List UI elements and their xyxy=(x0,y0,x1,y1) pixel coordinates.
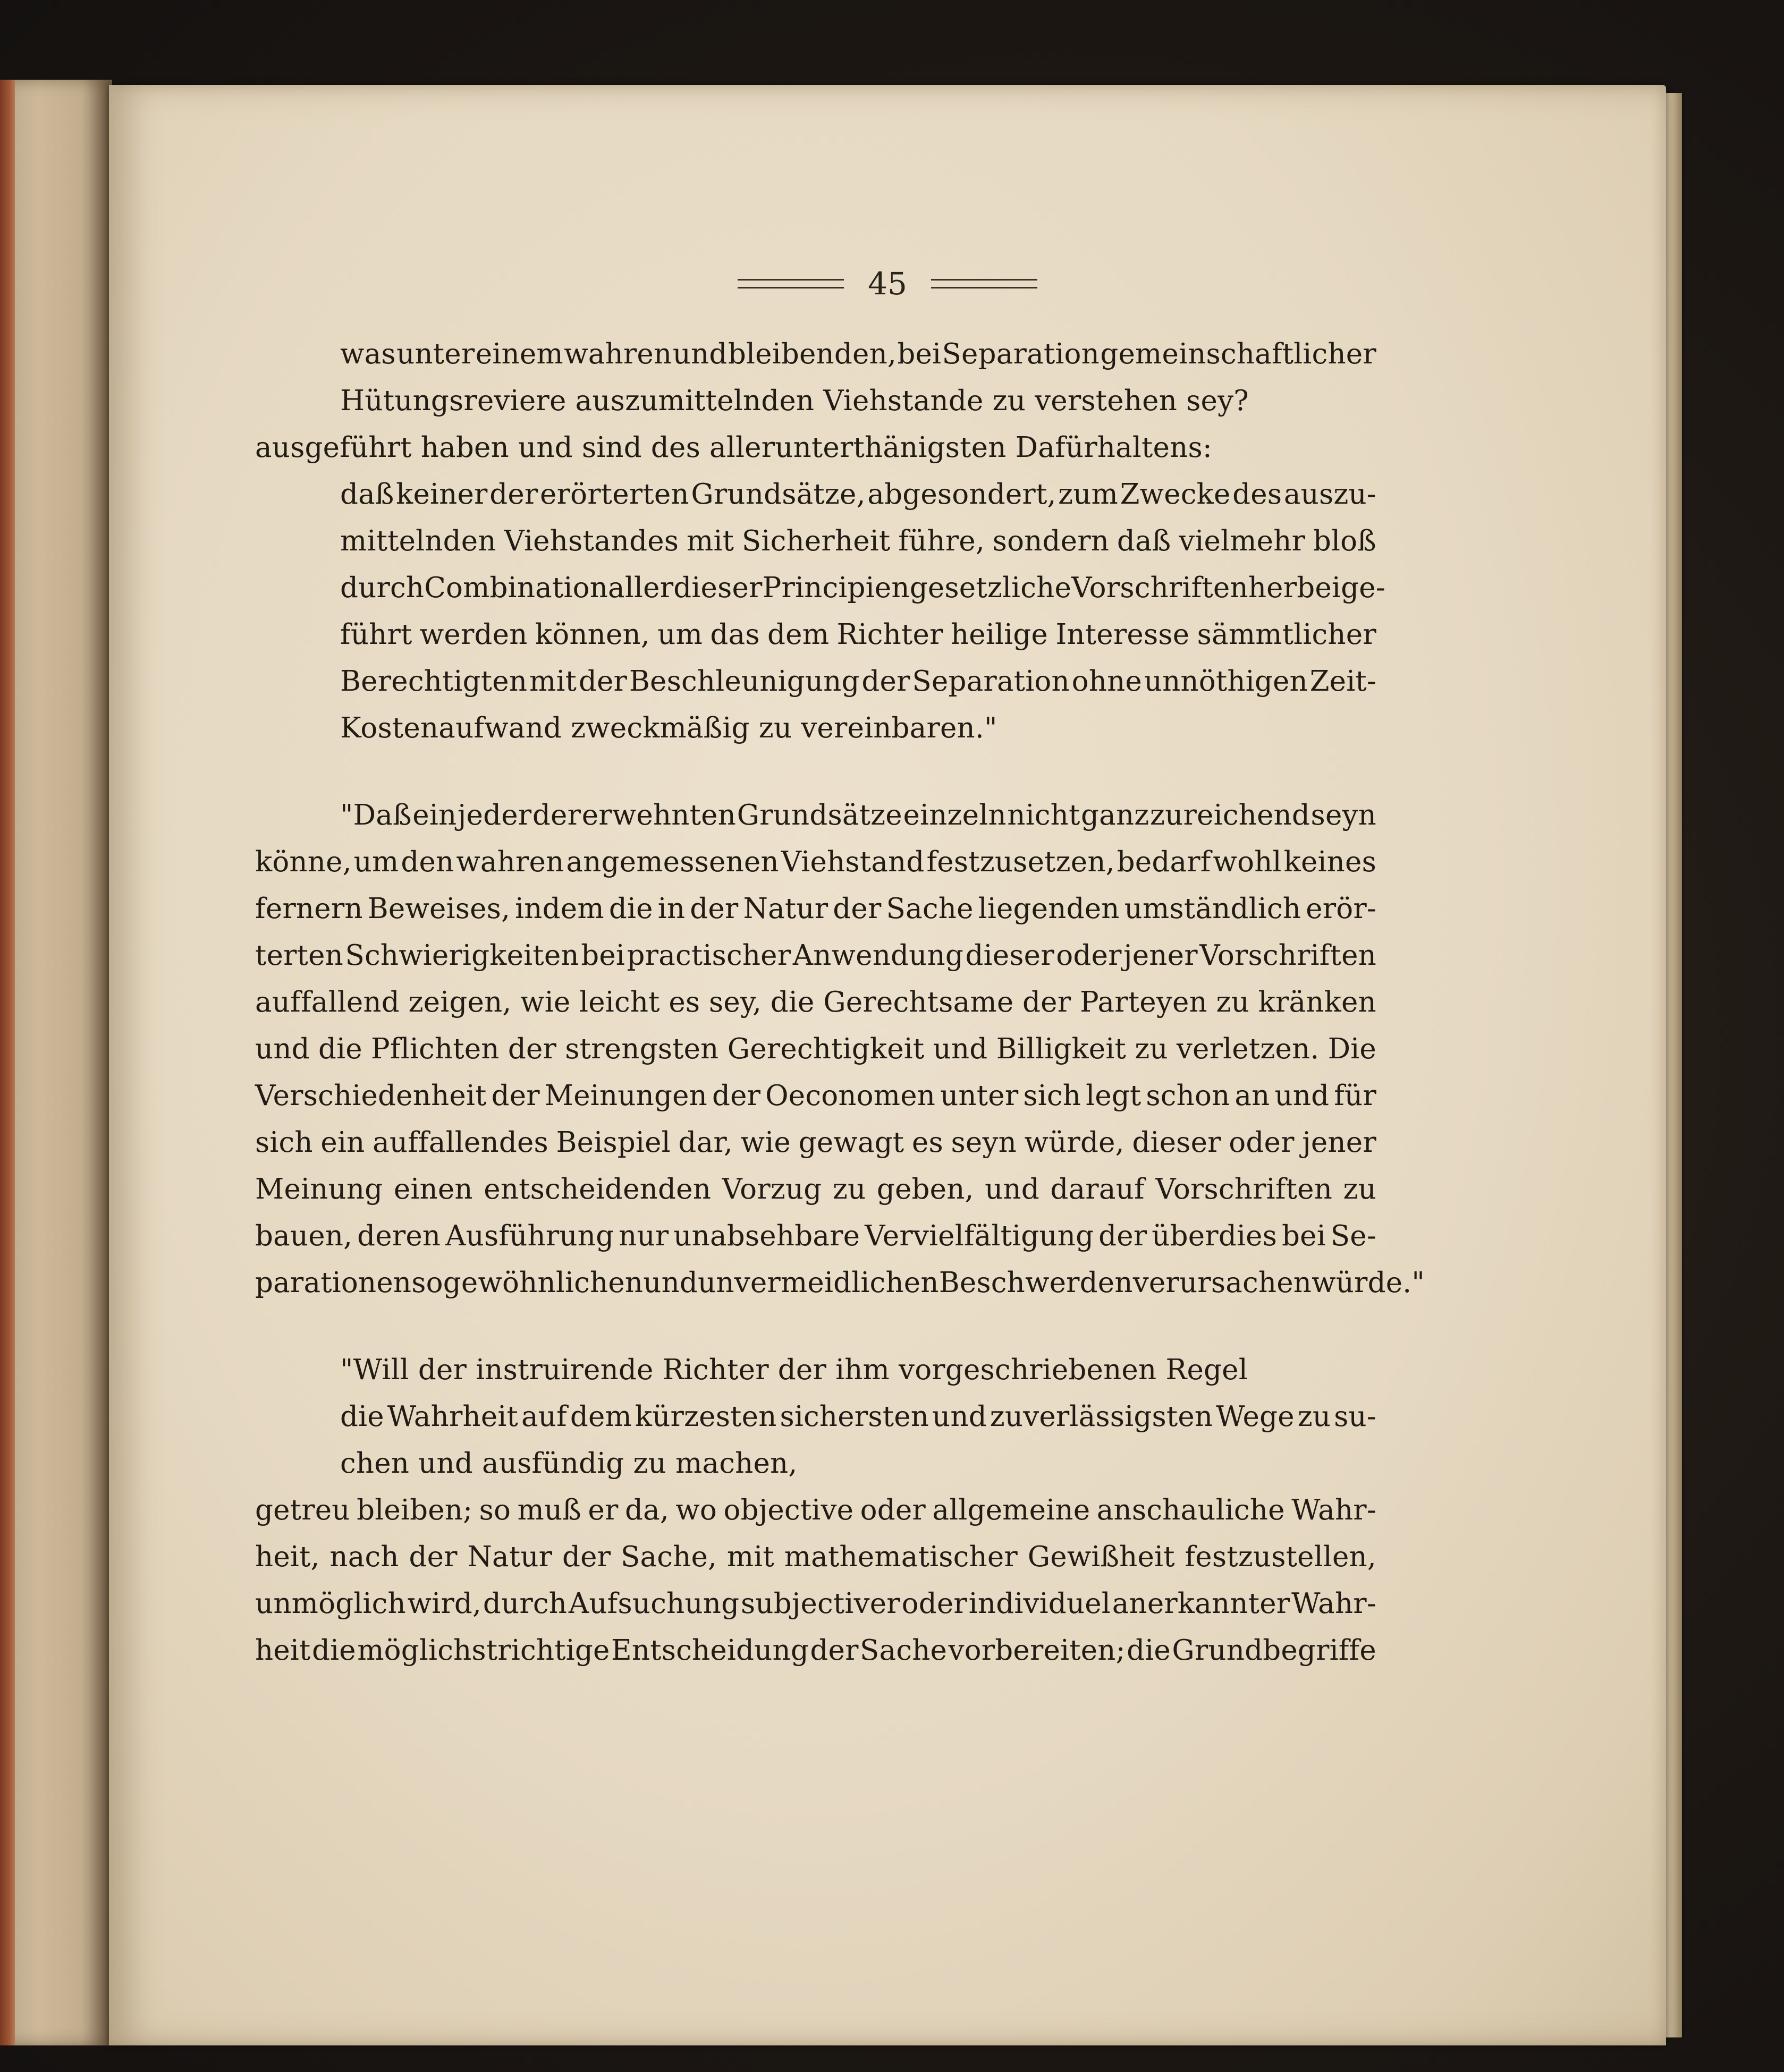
word: einzeln xyxy=(903,799,1007,831)
word: sey, xyxy=(708,986,762,1018)
word: indem xyxy=(515,893,604,925)
word: es xyxy=(911,1126,943,1159)
word: seyn xyxy=(1310,799,1376,831)
word: dieser xyxy=(1132,1126,1221,1159)
word: führe, xyxy=(898,525,985,557)
word: und xyxy=(985,1173,1039,1205)
word: überdies xyxy=(1152,1220,1278,1252)
word: bauen, xyxy=(255,1220,353,1252)
word: würde, xyxy=(1024,1126,1124,1159)
word: der xyxy=(833,893,882,925)
word: unabsehbare xyxy=(673,1220,860,1252)
word: Gewißheit xyxy=(1027,1541,1175,1573)
word: kürzesten xyxy=(635,1400,777,1433)
word: unter xyxy=(940,1080,1019,1112)
word: su- xyxy=(1334,1400,1376,1433)
header-rule-right xyxy=(931,279,1037,288)
word: Meinung xyxy=(255,1173,383,1205)
word: Grundsätze xyxy=(737,799,902,831)
word: Berechtigten xyxy=(340,665,528,698)
word: keines xyxy=(1283,846,1376,878)
word: jener xyxy=(1123,939,1198,972)
word: mit xyxy=(726,1541,774,1573)
word: es xyxy=(669,986,700,1018)
text-line xyxy=(255,1587,1376,1620)
word: der xyxy=(508,1033,557,1065)
word: bei xyxy=(581,939,625,972)
text-line xyxy=(255,1222,1376,1250)
word: sichersten xyxy=(780,1400,929,1433)
word: Wahrheit xyxy=(387,1400,519,1433)
facing-page xyxy=(0,80,112,2045)
text-line: chen und ausfündig zu machen, xyxy=(340,1447,798,1480)
word: keiner xyxy=(396,478,488,511)
word: Grundbegriffe xyxy=(1172,1634,1376,1667)
word: werden xyxy=(419,618,528,651)
word: Wege xyxy=(1216,1400,1295,1433)
word: Viehstand xyxy=(781,846,925,878)
word: wird, xyxy=(407,1587,482,1620)
word: heit, xyxy=(255,1541,320,1573)
word: der xyxy=(1098,1220,1147,1252)
word: durch xyxy=(340,572,425,604)
word: erör- xyxy=(1306,893,1376,925)
word: sich xyxy=(1023,1080,1081,1112)
word: ohne xyxy=(1071,665,1142,698)
word: nicht xyxy=(1007,799,1080,831)
word: daß xyxy=(1117,525,1171,557)
word: abgesondert, xyxy=(867,478,1056,511)
word: parationen xyxy=(255,1267,412,1299)
word: gemeinschaftlicher xyxy=(1100,338,1376,370)
word: oder xyxy=(860,1494,926,1526)
word: strengsten xyxy=(565,1033,719,1065)
word: practischer xyxy=(627,939,791,972)
word: Oeconomen xyxy=(765,1080,936,1112)
text-line xyxy=(340,572,1385,604)
word: Parteyen xyxy=(1079,986,1207,1018)
word: erörterten xyxy=(540,478,689,511)
word: und xyxy=(1274,1080,1330,1112)
word: Grundsätze, xyxy=(691,478,866,511)
word: Vorschriften xyxy=(1155,1173,1333,1205)
word: des xyxy=(1232,478,1282,511)
word: Beschwerden xyxy=(938,1267,1133,1299)
word: und xyxy=(933,1033,988,1065)
word: bei xyxy=(1282,1220,1326,1252)
text-line xyxy=(255,1175,1376,1203)
word: umständlich xyxy=(1124,893,1301,925)
word: Vervielfältigung xyxy=(865,1220,1094,1252)
word: dem xyxy=(767,618,830,651)
text-line xyxy=(255,895,1376,923)
word: Separation xyxy=(912,665,1070,698)
word: um xyxy=(657,618,703,651)
word: Sicherheit xyxy=(741,525,891,557)
word: verletzen. xyxy=(1176,1033,1320,1065)
word: erwehnten xyxy=(581,799,737,831)
word: so xyxy=(479,1494,511,1526)
word: der xyxy=(1022,986,1071,1018)
word: dar, xyxy=(678,1126,733,1159)
word: bloß xyxy=(1313,525,1376,557)
word: anerkannter xyxy=(1112,1587,1290,1620)
word: Vorzug xyxy=(722,1173,822,1205)
word: der xyxy=(712,1080,761,1112)
word: Natur xyxy=(743,893,828,925)
word: "Daß xyxy=(340,799,412,831)
word: herbeige- xyxy=(1248,572,1385,604)
word: wie xyxy=(740,1126,791,1159)
word: Richter xyxy=(836,618,943,651)
word: in xyxy=(657,893,686,925)
word: dem xyxy=(570,1400,632,1433)
word: bleibenden, xyxy=(728,338,897,370)
word: seyn xyxy=(951,1126,1017,1159)
word: dieser xyxy=(673,572,763,604)
word: jeder xyxy=(457,799,532,831)
word: nur xyxy=(619,1220,669,1252)
text-line: Kostenaufwand zweckmäßig zu vereinbaren." xyxy=(340,712,997,744)
word: jener xyxy=(1302,1126,1376,1159)
word: auf xyxy=(521,1400,567,1433)
word: und xyxy=(672,338,728,370)
word: geben, xyxy=(876,1173,974,1205)
word: mit xyxy=(687,525,734,557)
word: auffallend xyxy=(255,986,400,1018)
word: was xyxy=(340,338,396,370)
word: Billigkeit xyxy=(996,1033,1127,1065)
word: auffallendes xyxy=(373,1126,548,1159)
word: Se- xyxy=(1330,1220,1376,1252)
word: vorbereiten; xyxy=(948,1634,1126,1667)
word: Principien xyxy=(762,572,910,604)
word: verursachen xyxy=(1132,1267,1312,1299)
word: liegenden xyxy=(978,893,1120,925)
word: Wahr- xyxy=(1291,1494,1376,1526)
word: durch xyxy=(483,1587,568,1620)
word: aller xyxy=(608,572,674,604)
word: entscheidenden xyxy=(484,1173,712,1205)
word: nach xyxy=(329,1541,399,1573)
text-line xyxy=(340,801,1376,829)
word: Gerechtigkeit xyxy=(727,1033,925,1065)
text-line xyxy=(255,941,1376,970)
text-line xyxy=(340,665,1376,698)
word: zu xyxy=(1135,1033,1168,1065)
word: der xyxy=(409,1541,458,1573)
word: wohl xyxy=(1213,846,1282,878)
word: unnöthigen xyxy=(1144,665,1308,698)
word: heit xyxy=(255,1634,311,1667)
word: würde." xyxy=(1312,1267,1425,1299)
text-line: "Will der instruirende Richter der ihm vorgeschriebenen Regel xyxy=(340,1354,1248,1386)
word: bei xyxy=(897,338,942,370)
word: ein xyxy=(320,1126,365,1159)
word: Beweises, xyxy=(367,893,511,925)
word: und xyxy=(643,1267,698,1299)
word: er xyxy=(588,1494,619,1526)
word: schon xyxy=(1146,1080,1230,1112)
word: Entscheidung xyxy=(611,1634,809,1667)
word: führt xyxy=(340,618,412,651)
word: legt xyxy=(1086,1080,1142,1112)
word: die xyxy=(311,1634,356,1667)
word: der xyxy=(491,1080,540,1112)
word: Interesse xyxy=(1055,618,1190,651)
word: zu xyxy=(832,1173,866,1205)
word: Sache xyxy=(860,1634,948,1667)
word: der xyxy=(489,478,538,511)
word: oder xyxy=(1229,1126,1295,1159)
text-line xyxy=(340,527,1376,555)
word: Gerechtsame xyxy=(823,986,1014,1018)
book-spine xyxy=(0,80,15,2045)
text-line xyxy=(340,1400,1376,1433)
word: die xyxy=(770,986,815,1018)
word: der xyxy=(690,893,739,925)
text-line xyxy=(255,1496,1376,1524)
word: Separation xyxy=(942,338,1100,370)
word: Aufsuchung xyxy=(568,1587,740,1620)
word: Schwierigkeiten xyxy=(345,939,579,972)
text-line xyxy=(255,1082,1376,1110)
page-stack-edge xyxy=(1666,93,1682,2037)
word: Beschleunigung xyxy=(629,665,860,698)
word: können, xyxy=(535,618,650,651)
word: daß xyxy=(340,478,394,511)
word: der xyxy=(861,665,910,698)
word: angemessenen xyxy=(566,846,779,878)
text-line xyxy=(255,1128,1376,1157)
word: ganz xyxy=(1081,799,1149,831)
word: Wahr- xyxy=(1291,1587,1376,1620)
word: da, xyxy=(624,1494,669,1526)
word: Pflichten xyxy=(371,1033,500,1065)
word: mit xyxy=(529,665,577,698)
word: anschauliche xyxy=(1096,1494,1285,1526)
word: Zeit- xyxy=(1309,665,1376,698)
word: allgemeine xyxy=(932,1494,1090,1526)
word: zu xyxy=(1297,1400,1331,1433)
text-line xyxy=(255,1636,1376,1665)
word: mathematischer xyxy=(784,1541,1018,1573)
word: wo xyxy=(675,1494,717,1526)
page-header xyxy=(109,266,1666,319)
text-line: Hütungsreviere auszumittelnden Viehstande zu verstehen sey? xyxy=(340,385,1249,417)
word: Sache, xyxy=(620,1541,717,1573)
word: der xyxy=(810,1634,859,1667)
word: subjectiver xyxy=(740,1587,900,1620)
word: darauf xyxy=(1050,1173,1145,1205)
word: gesetzliche xyxy=(909,572,1072,604)
word: Vorschriften xyxy=(1199,939,1376,972)
word: Die xyxy=(1328,1033,1376,1065)
word: und xyxy=(932,1400,987,1433)
word: so xyxy=(411,1267,443,1299)
word: dieser xyxy=(965,939,1054,972)
text-line xyxy=(255,1267,1425,1299)
word: vielmehr xyxy=(1179,525,1306,557)
word: Combination xyxy=(424,572,608,604)
word: fernern xyxy=(255,893,363,925)
word: mittelnden xyxy=(340,525,496,557)
text-line xyxy=(255,1543,1376,1571)
word: sondern xyxy=(992,525,1110,557)
word: um xyxy=(353,846,399,878)
word: sämmtlicher xyxy=(1197,618,1376,651)
header-rule-left xyxy=(738,279,844,288)
text-line: ausgeführt haben und sind des allerunterthänigsten Dafürhaltens: xyxy=(255,431,1212,464)
word: unmöglich xyxy=(255,1587,406,1620)
word: der xyxy=(562,1541,611,1573)
text-line xyxy=(255,988,1376,1016)
word: gewöhnlichen xyxy=(443,1267,644,1299)
word: Beispiel xyxy=(556,1126,671,1159)
word: gewagt xyxy=(798,1126,904,1159)
word: Viehstandes xyxy=(504,525,679,557)
word: Ausführung xyxy=(445,1220,614,1252)
text-line xyxy=(255,1035,1376,1063)
word: einen xyxy=(393,1173,473,1205)
word: die xyxy=(318,1033,362,1065)
word: der xyxy=(578,665,628,698)
word: auszu- xyxy=(1283,478,1376,511)
word: Vorschriften xyxy=(1071,572,1248,604)
word: die xyxy=(1127,1634,1171,1667)
word: der xyxy=(532,799,581,831)
word: leicht xyxy=(579,986,660,1018)
word: objective xyxy=(723,1494,854,1526)
book-page xyxy=(109,85,1666,2045)
word: einem xyxy=(475,338,563,370)
word: muß xyxy=(517,1494,581,1526)
word: Meinungen xyxy=(544,1080,707,1112)
word: die xyxy=(340,1400,384,1433)
word: deren xyxy=(357,1220,441,1252)
word: zu xyxy=(1216,986,1249,1018)
word: zu xyxy=(1343,1173,1376,1205)
page-text-area xyxy=(109,85,1666,2045)
word: festzustellen, xyxy=(1185,1541,1376,1573)
word: bedarf xyxy=(1117,846,1211,878)
word: individuel xyxy=(968,1587,1111,1620)
word: festzusetzen, xyxy=(926,846,1115,878)
word: könne, xyxy=(255,846,352,878)
word: ein xyxy=(412,799,457,831)
word: die xyxy=(608,893,653,925)
word: den xyxy=(401,846,454,878)
text-line xyxy=(340,618,1376,651)
text-line xyxy=(255,848,1376,876)
word: unter xyxy=(396,338,475,370)
word: möglichstrichtige xyxy=(357,1634,610,1667)
word: heilige xyxy=(950,618,1048,651)
word: zureichend xyxy=(1150,799,1310,831)
word: für xyxy=(1334,1080,1376,1112)
word: kränken xyxy=(1258,986,1376,1018)
word: zum xyxy=(1058,478,1119,511)
word: bleiben; xyxy=(357,1494,473,1526)
word: unvermeidlichen xyxy=(698,1267,939,1299)
word: an xyxy=(1235,1080,1270,1112)
word: wahren xyxy=(456,846,564,878)
word: terten xyxy=(255,939,343,972)
word: zeigen, xyxy=(408,986,512,1018)
page-number: 45 xyxy=(868,266,907,302)
word: das xyxy=(710,618,760,651)
word: Natur xyxy=(467,1541,553,1573)
word: getreu xyxy=(255,1494,350,1526)
word: Anwendung xyxy=(792,939,963,972)
word: Zwecke xyxy=(1120,478,1231,511)
word: zuverlässigsten xyxy=(990,1400,1213,1433)
word: sich xyxy=(255,1126,313,1159)
word: wahren xyxy=(564,338,672,370)
text-line xyxy=(340,340,1376,368)
word: oder xyxy=(901,1587,967,1620)
word: und xyxy=(255,1033,310,1065)
word: wie xyxy=(520,986,571,1018)
word: Verschiedenheit xyxy=(255,1080,487,1112)
word: oder xyxy=(1056,939,1122,972)
text-line xyxy=(340,478,1376,511)
word: Sache xyxy=(886,893,974,925)
